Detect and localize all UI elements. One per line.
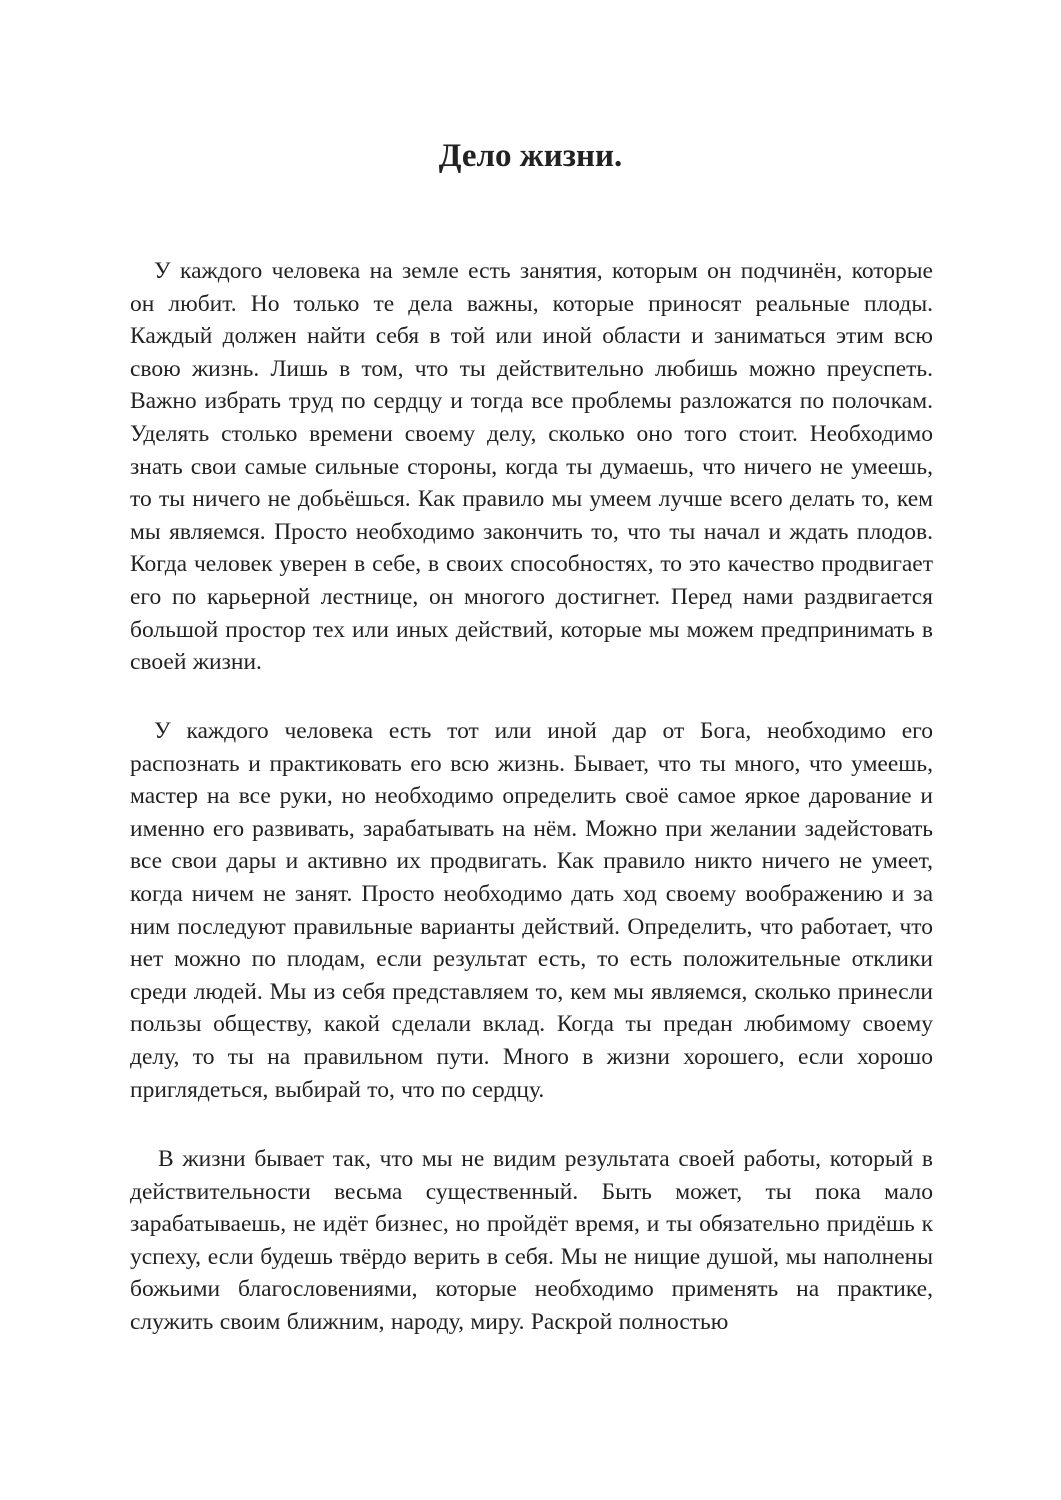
paragraph-2 [130,715,933,1106]
paragraph-3-text: В жизни бывает так, что мы не видим результата своей работы, который в действительности весьма существенный. Быть может, ты пока мало зарабатываешь, не идёт бизнес, но пройдёт время, и ты обязательно придёшь к успеху, если будешь твёрдо верить в себя. Мы не нищие душой, мы наполнены божьими благословениями, которые необходимо применять на практике, служить своим ближним, народу, миру. Раскрой полностью [130,1146,933,1335]
paragraph-1-text: У каждого человека на земле есть занятия, которым он подчинён, которые он любит. Но только те дела важны, которые приносят реальные плоды. Каждый должен найти себя в той или иной области и заниматься этим всю свою жизнь. Лишь в том, что ты действительно любишь можно преуспеть. Важно избрать труд по сердцу и тогда все проблемы разложатся по полочкам. Уделять столько времени своему делу, сколько оно того стоит. Необходимо знать свои самые сильные стороны, когда ты думаешь, что ничего не умеешь, то ты ничего не добьёшься. Как правило мы умеем лучше всего делать то, кем мы являемся. Просто необходимо закончить то, что ты начал и ждать плодов. Когда человек уверен в себе, в своих способностях, то это качество продвигает его по карьерной лестнице, он многого достигнет. Перед нами раздвигается большой простор тех или иных действий, которые мы можем предпринимать в своей жизни. [130,258,933,676]
document-title: Дело жизни. [438,138,623,174]
paragraph-2-text: У каждого человека есть тот или иной дар от Бога, необходимо его распознать и практиковать его всю жизнь. Бывает, что ты много, что умеешь, мастер на все руки, но необходимо определить своё самое яркое дарование и именно его развивать, зарабатывать на нём. Можно при желании задейстовать все свои дары и активно их продвигать. Как правило никто ничего не умеет, когда ничем не занят. Просто необходимо дать ход своему воображению и за ним последуют правильные варианты действий. Определить, что работает, что нет можно по плодам, если результат есть, то есть положительные отклики среди людей. Мы из себя представляем то, кем мы являемся, сколько принесли пользы обществу, какой сделали вклад. Когда ты предан любимому своему делу, то ты на правильном пути. Много в жизни хорошего, если хорошо приглядеться, выбирай то, что по сердцу. [130,718,933,1103]
paragraph-1 [130,255,933,679]
paragraph-3 [130,1143,933,1339]
